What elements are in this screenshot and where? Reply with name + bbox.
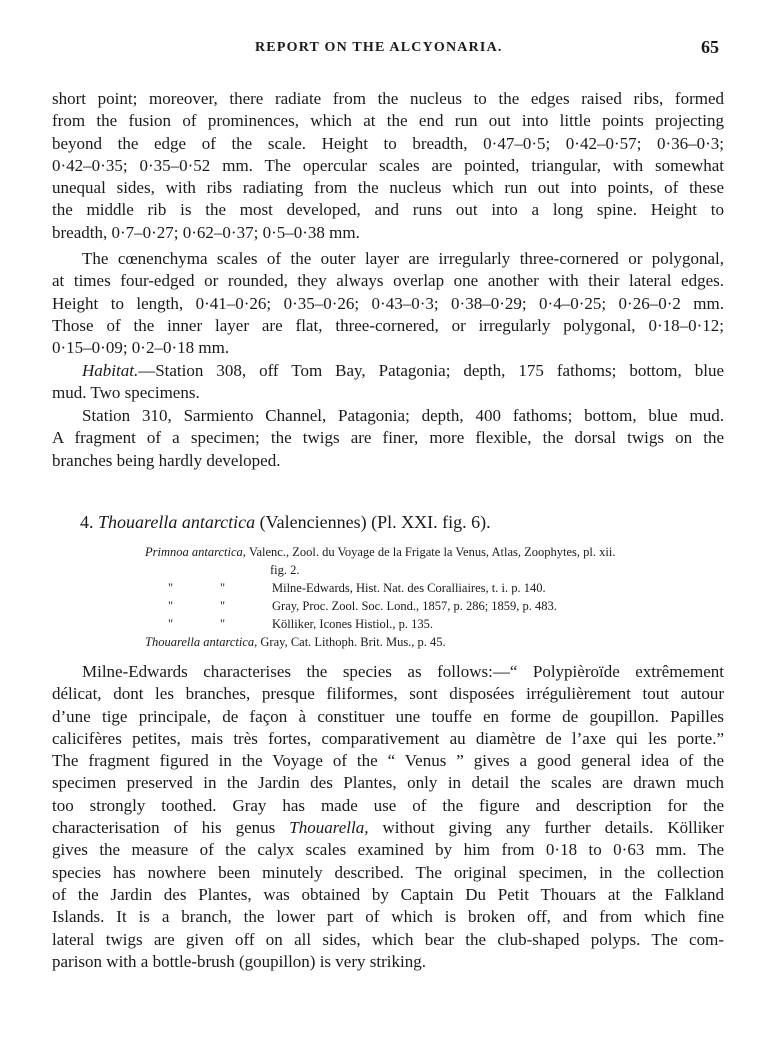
species-number: 4. <box>80 512 94 532</box>
habitat-label: Habitat. <box>82 361 139 380</box>
text-line: d’une tige principale, de façon à constituer une touffe en forme de goupillon. Papilles <box>52 706 724 726</box>
synonym-reference: Gray, Cat. Lithoph. Brit. Mus., p. 45. <box>260 635 446 649</box>
synonym-reference: Valenc., Zool. du Voyage de la Frigate la Venus, Atlas, Zoophytes, pl. xii. <box>248 545 616 559</box>
synonym-reference: Gray, Proc. Zool. Soc. Lond., 1857, p. 286; 1859, p. 483. <box>272 599 557 613</box>
text-segment: without giving any further details. Kölliker <box>368 818 724 838</box>
ditto-mark: " <box>220 581 226 595</box>
text-line: from the fusion of prominences, which at the end run out into little points projecting <box>52 111 724 131</box>
habitat-text: —Station 308, off Tom Bay, Patagonia; depth, 175 fathoms; bottom, blue <box>138 361 724 380</box>
ditto-mark: " <box>168 581 174 595</box>
text-line: parison with a bottle-brush (goupillon) is very striking. <box>52 951 426 971</box>
synonymy-line <box>145 634 446 650</box>
text-line <box>52 817 724 839</box>
text-line: A fragment of a specimen; the twigs are finer, more flexible, the dorsal twigs on the <box>52 428 724 448</box>
text-line: Height to length, 0·41–0·26; 0·35–0·26; 0·43–0·3; 0·38–0·29; 0·4–0·25; 0·26–0·2 mm. <box>52 293 724 313</box>
running-title: REPORT ON THE ALCYONARIA. <box>255 40 503 55</box>
text-line: gives the measure of the calyx scales examined by him from 0·18 to 0·63 mm. The <box>52 840 724 860</box>
species-heading <box>80 512 491 533</box>
text-line: the middle rib is the most developed, and runs out into a long spine. Height to <box>52 200 724 220</box>
text-line: specimen preserved in the Jardin des Plantes, only in detail the scales are drawn much <box>52 773 724 793</box>
ditto-mark: " <box>168 617 174 631</box>
paragraph-habitat <box>52 360 724 405</box>
ditto-mark: " <box>220 617 226 631</box>
text-line: calicifères petites, mais très fortes, comparativement au diamètre de l’axe qui les porte.” <box>52 728 724 748</box>
text-line: The fragment figured in the Voyage of the “ Venus ” gives a good general idea of the <box>52 751 724 771</box>
text-line: breadth, 0·7–0·27; 0·62–0·37; 0·5–0·38 mm. <box>52 222 360 242</box>
synonymy-line <box>168 580 546 596</box>
text-line: branches being hardly developed. <box>52 450 281 470</box>
text-line: Those of the inner layer are flat, three-cornered, or irregularly polygonal, 0·18–0·12; <box>52 315 724 335</box>
synonym-name: Primnoa antarctica, <box>145 545 246 559</box>
synonymy-line <box>168 598 557 614</box>
synonym-reference: Kölliker, Icones Histiol., p. 135. <box>272 617 433 631</box>
paragraph-description <box>52 661 724 973</box>
synonymy-line <box>168 616 433 632</box>
text-line: short point; moreover, there radiate from the nucleus to the edges raised ribs, formed <box>52 89 724 108</box>
text-line: Milne-Edwards characterises the species as follows:—“ Polypièroïde extrêmement <box>82 662 724 681</box>
text-line: beyond the edge of the scale. Height to breadth, 0·47–0·5; 0·42–0·57; 0·36–0·3; <box>52 133 724 153</box>
synonym-name: Thouarella antarctica, <box>145 635 258 649</box>
paragraph-scales <box>52 88 724 244</box>
text-line: of the Jardin des Plantes, was obtained by Captain Du Petit Thouars at the Falkland <box>52 884 724 904</box>
paragraph-station-310 <box>52 405 724 472</box>
text-line: Islands. It is a branch, the lower part of which is broken off, and from which fine <box>52 907 724 927</box>
text-line: The cœnenchyma scales of the outer layer are irregularly three-cornered or polygonal, <box>82 249 724 268</box>
text-line: 0·42–0·35; 0·35–0·52 mm. The opercular scales are pointed, triangular, with somewhat <box>52 155 724 175</box>
text-line: 0·15–0·09; 0·2–0·18 mm. <box>52 338 230 358</box>
text-line: too strongly toothed. Gray has made use of the figure and description for the <box>52 795 724 815</box>
text-line: Station 310, Sarmiento Channel, Patagonia; depth, 400 fathoms; bottom, blue mud. <box>82 406 724 425</box>
text-line: at times four-edged or rounded, they always overlap one another with their lateral edges. <box>52 271 724 291</box>
species-name: Thouarella antarctica <box>98 512 256 532</box>
genus-name: Thouarella, <box>289 818 369 838</box>
text-line: species has nowhere been minutely described. The original specimen, in the collection <box>52 862 724 882</box>
text-line: unequal sides, with ribs radiating from the nucleus which run out into points, of these <box>52 178 724 198</box>
ditto-mark: " <box>168 599 174 613</box>
page-number: 65 <box>701 37 719 57</box>
paragraph-coenenchyma <box>52 248 724 359</box>
text-line: délicat, dont les branches, presque filiformes, sont disposées irrégulièrement tout autour <box>52 684 724 704</box>
text-line: lateral twigs are given off on all sides, which bear the club-shaped polyps. The com- <box>52 929 724 949</box>
text-line <box>52 360 724 382</box>
text-line: mud. Two specimens. <box>52 383 200 403</box>
text-segment: characterisation of his genus <box>52 818 290 838</box>
ditto-mark: " <box>220 599 226 613</box>
synonymy-continuation: fig. 2. <box>270 563 300 577</box>
species-author: (Valenciennes) (Pl. XXI. fig. 6). <box>259 512 491 532</box>
synonymy-line <box>145 544 615 560</box>
synonym-reference: Milne-Edwards, Hist. Nat. des Coralliaires, t. i. p. 140. <box>272 581 546 595</box>
